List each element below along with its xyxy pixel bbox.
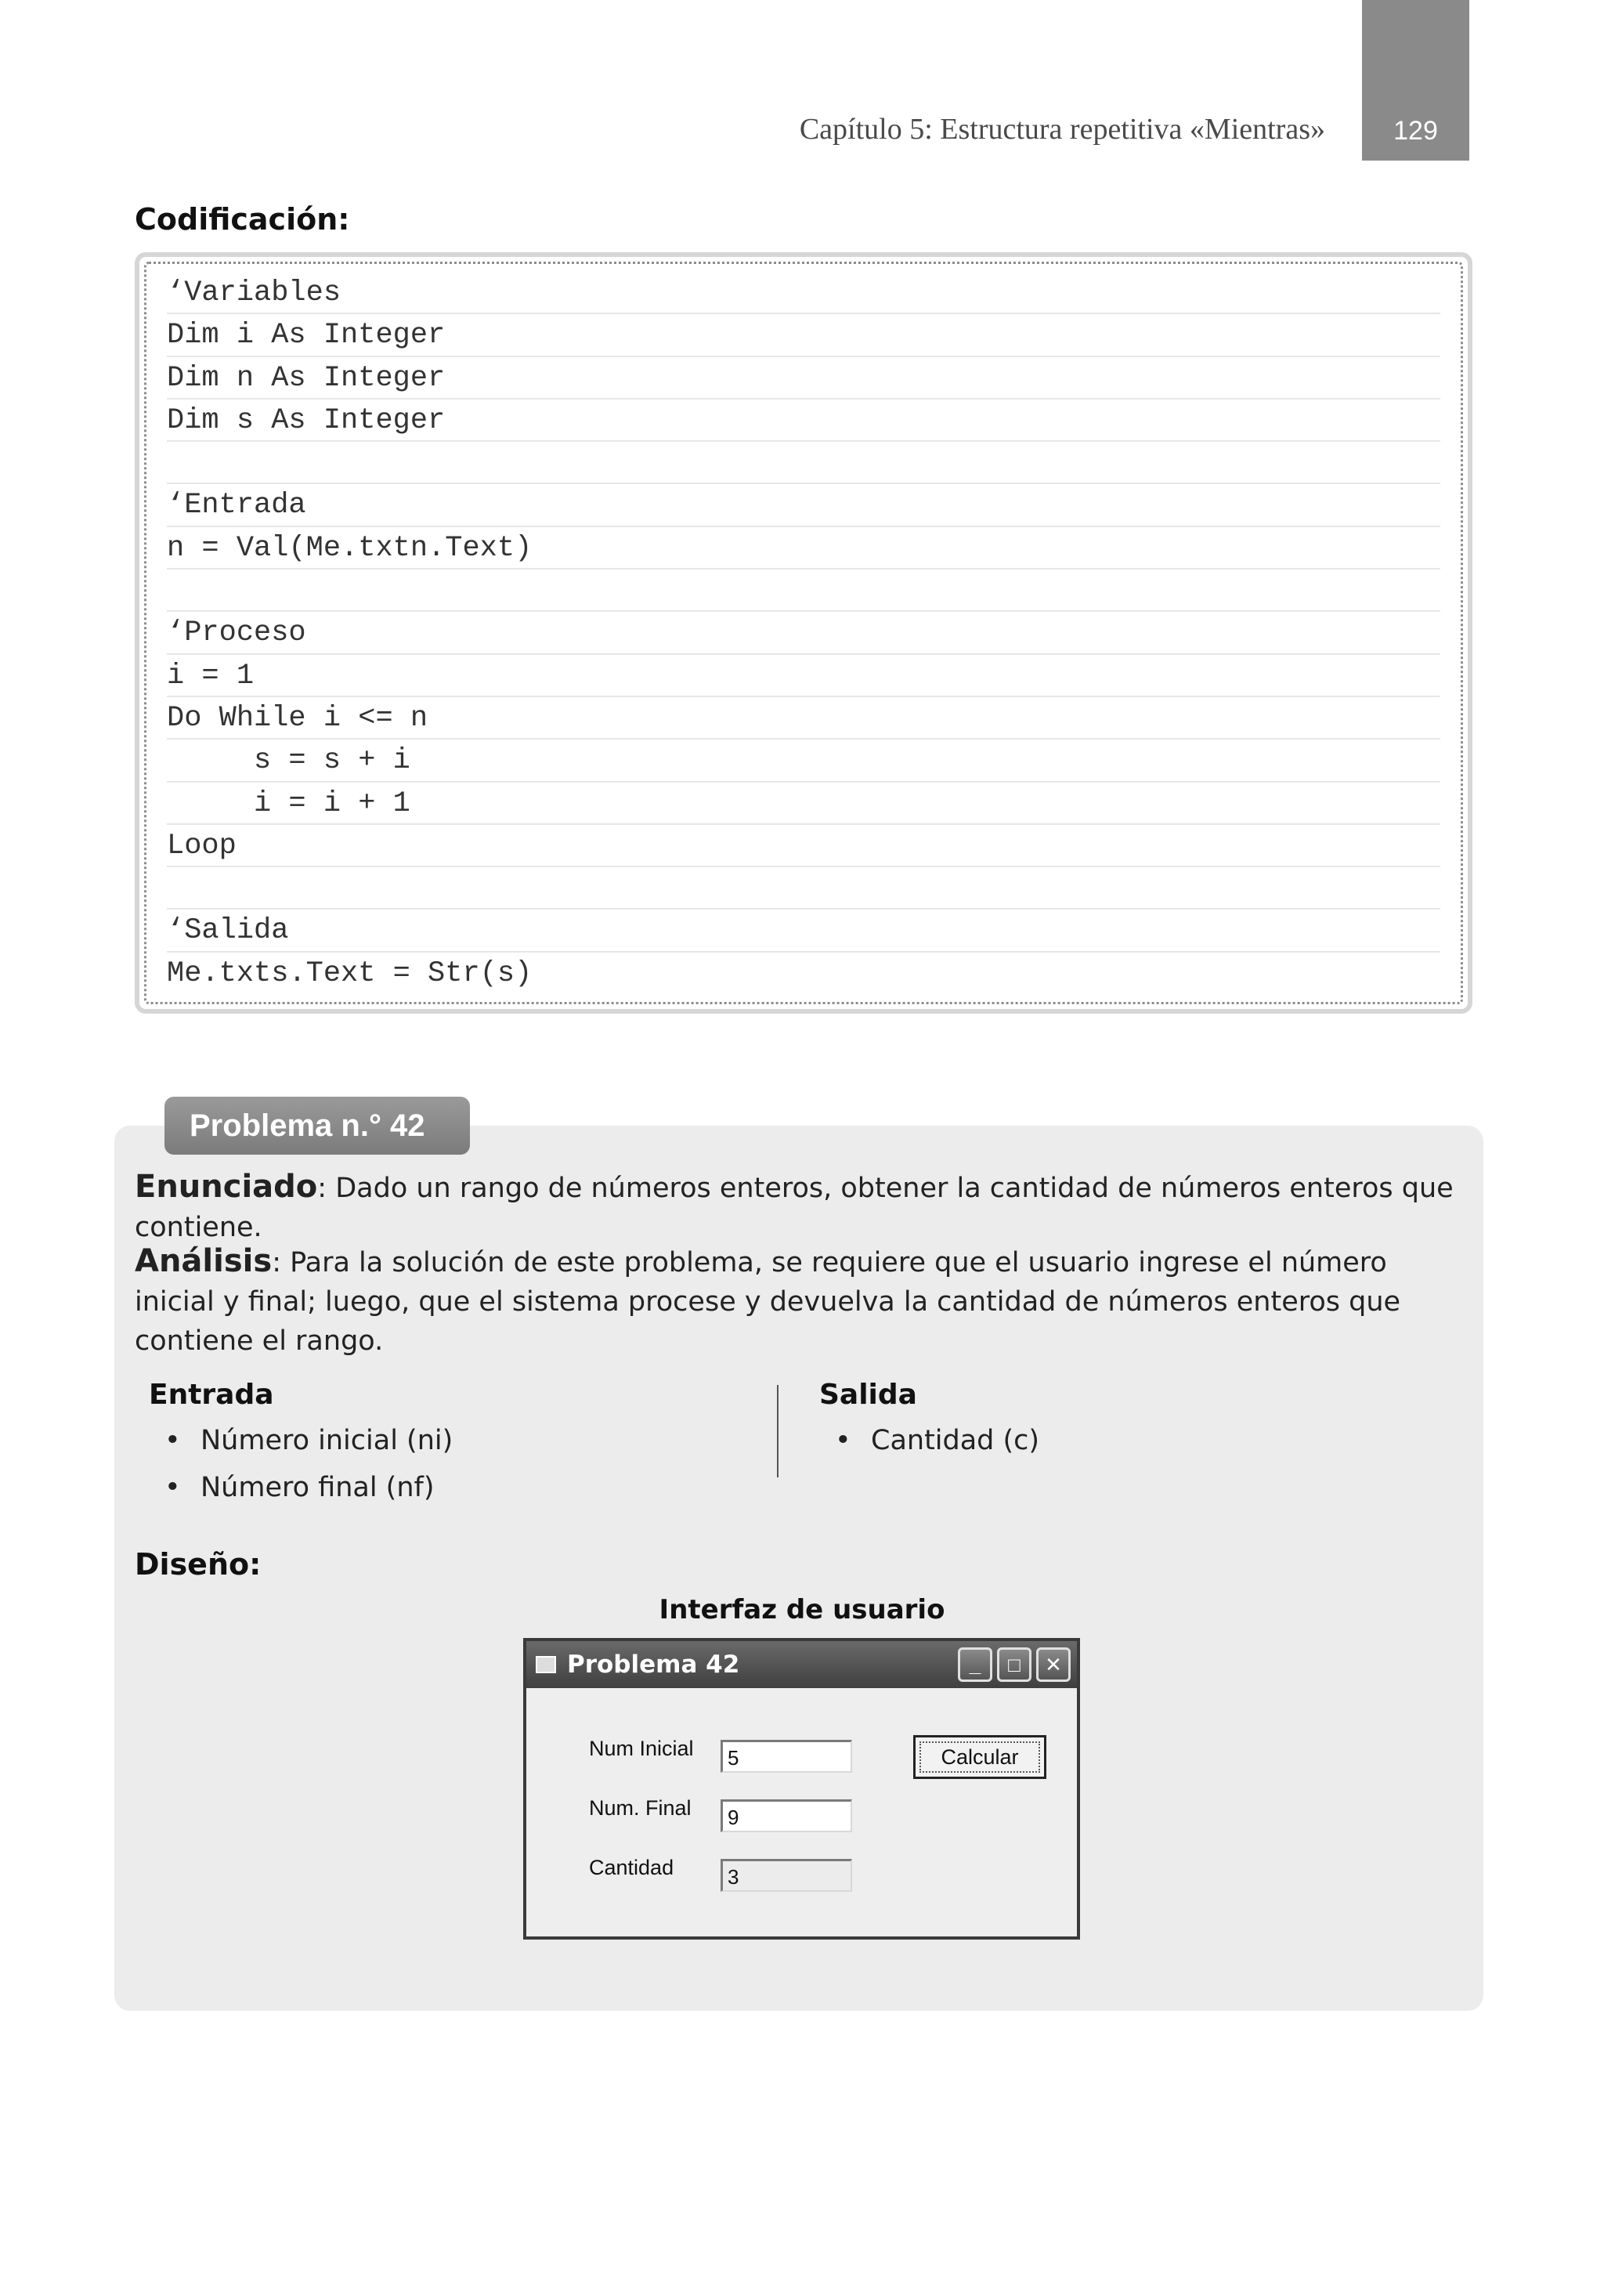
bullet-icon: •: [835, 1425, 851, 1456]
calcular-button[interactable]: Calcular: [913, 1735, 1046, 1779]
enunciado-text: : Dado un rango de números enteros, obtener la cantidad de números enteros que contiene.: [135, 1173, 1454, 1243]
cantidad-label: Cantidad: [589, 1856, 674, 1879]
code-line: Dim s As Integer: [167, 400, 1440, 442]
enunciado-label: Enunciado: [135, 1169, 318, 1205]
code-line: Dim i As Integer: [167, 314, 1440, 356]
code-box: [135, 252, 1472, 1014]
code-line: Do While i <= n: [167, 697, 1440, 739]
code-line: [167, 867, 1440, 909]
analisis-text: : Para la solución de este problema, se requiere que el usuario ingrese el número inicial y final; luego, que el sistema procese y devuelva la cantidad de números enteros que contiene el rango.: [135, 1247, 1401, 1357]
minimize-icon[interactable]: _: [958, 1647, 992, 1682]
code-listing: [144, 262, 1463, 1004]
page-number: 129: [1362, 0, 1469, 161]
salida-item: [819, 1417, 1039, 1464]
num-final-label: Num. Final: [589, 1796, 692, 1820]
entrada-item-text: Número inicial (ni): [200, 1425, 453, 1456]
window-icon: [536, 1656, 556, 1673]
salida-item-text: Cantidad (c): [871, 1425, 1040, 1456]
code-line: Loop: [167, 825, 1440, 867]
chapter-title: Capítulo 5: Estructura repetitiva «Mientras»: [799, 113, 1325, 146]
analisis-paragraph: [135, 1242, 1474, 1361]
window-controls: [958, 1647, 1071, 1682]
num-final-input[interactable]: 9: [721, 1799, 852, 1832]
salida-column: [819, 1379, 1039, 1464]
io-divider: [777, 1385, 779, 1477]
cantidad-output[interactable]: 3: [721, 1859, 852, 1892]
entrada-item: [149, 1417, 453, 1464]
enunciado-paragraph: [135, 1167, 1474, 1247]
code-line: i = i + 1: [167, 783, 1440, 825]
maximize-icon[interactable]: □: [997, 1647, 1031, 1682]
codificacion-heading: Codificación:: [135, 202, 350, 237]
bullet-icon: •: [164, 1425, 181, 1456]
code-line: n = Val(Me.txtn.Text): [167, 527, 1440, 569]
analisis-label: Análisis: [135, 1243, 273, 1279]
code-line: s = s + i: [167, 739, 1440, 782]
diseno-heading: Diseño:: [135, 1547, 262, 1582]
dialog-title: Problema 42: [567, 1651, 740, 1679]
dialog-window: [523, 1638, 1080, 1940]
code-line: [167, 569, 1440, 612]
num-inicial-input[interactable]: 5: [721, 1740, 852, 1773]
num-inicial-label: Num Inicial: [589, 1737, 694, 1760]
code-line: ‘Salida: [167, 909, 1440, 952]
code-line: ‘Proceso: [167, 612, 1440, 654]
entrada-column: [149, 1379, 453, 1511]
entrada-item: [149, 1464, 453, 1511]
bullet-icon: •: [164, 1472, 181, 1503]
problem-tab: Problema n.° 42: [164, 1097, 470, 1155]
salida-title: Salida: [819, 1379, 917, 1411]
code-line: Dim n As Integer: [167, 357, 1440, 400]
code-line: Me.txts.Text = Str(s): [167, 956, 533, 990]
code-line: ‘Variables: [167, 272, 1440, 314]
code-line: ‘Entrada: [167, 484, 1440, 526]
code-line: [167, 442, 1440, 484]
code-line: i = 1: [167, 655, 1440, 697]
interface-caption: Interfaz de usuario: [659, 1594, 945, 1625]
close-icon[interactable]: ✕: [1036, 1647, 1071, 1682]
entrada-title: Entrada: [149, 1379, 274, 1411]
entrada-item-text: Número final (nf): [200, 1472, 435, 1503]
